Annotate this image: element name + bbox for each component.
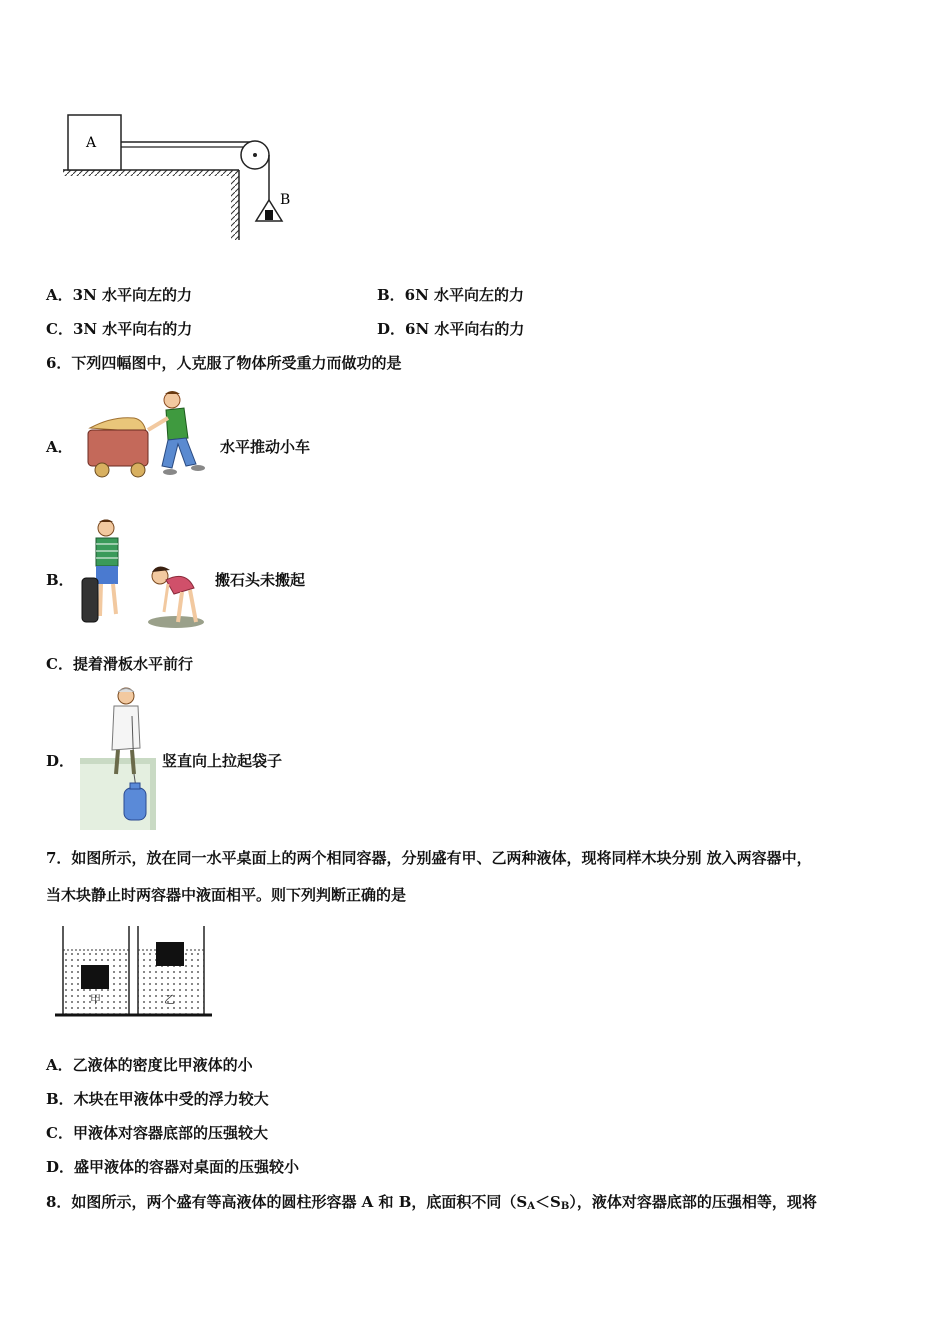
q7-option-c: C．甲液体对容器底部的压强较大 (46, 1124, 268, 1142)
q6-stem: 6．下列四幅图中，人克服了物体所受重力而做功的是 (46, 354, 402, 372)
q8-sub-a: A (527, 1201, 536, 1212)
q6-option-b-caption: 搬石头未搬起 (215, 571, 306, 589)
q6-option-a-caption: 水平推动小车 (220, 438, 311, 456)
q8-sub-b: B (560, 1201, 570, 1212)
q5-option-c: C．3N 水平向右的力 (46, 320, 193, 338)
q8-stem (46, 1192, 817, 1217)
two-containers-diagram (52, 922, 214, 1024)
wood-block-right (156, 942, 184, 966)
q6-option-c: C．提着滑板水平前行 (46, 655, 193, 673)
q7-stem-line2: 当木块静止时两容器中液面相平。则下列判断正确的是 (46, 886, 407, 904)
q6-option-d-caption: 竖直向上拉起袋子 (162, 752, 283, 770)
q8-stem-suffix: ），液体对容器底部的压强相等，现将 (569, 1193, 817, 1211)
q5-option-d: D．6N 水平向右的力 (377, 320, 525, 338)
q6-option-d-letter: D． (46, 752, 75, 770)
container-left-label: 甲 (90, 993, 101, 1006)
q7-option-b: B．木块在甲液体中受的浮力较大 (46, 1090, 269, 1108)
boy-pushing-cart-image (82, 388, 218, 480)
q6-option-b-letter: B． (46, 571, 74, 589)
q7-option-d: D．盛甲液体的容器对桌面的压强较小 (46, 1158, 300, 1176)
wood-block-left (81, 965, 109, 989)
man-pulling-bag-image (80, 686, 160, 832)
boy-and-girl-lifting-stone-image (78, 518, 213, 630)
q5-option-a: A．3N 水平向左的力 (46, 286, 193, 304)
q8-stem-prefix: 8．如图所示，两个盛有等高液体的圆柱形容器 A 和 B，底面积不同（S (46, 1193, 528, 1211)
q5-option-b: B．6N 水平向左的力 (377, 286, 525, 304)
q6-option-a-letter: A． (46, 438, 73, 456)
q7-stem-line1: 7．如图所示，放在同一水平桌面上的两个相同容器，分别盛有甲、乙两种液体，现将同样木块分别 放入两容器中， (46, 849, 812, 867)
pulley-diagram (55, 108, 305, 248)
weight-b-label: B (280, 192, 291, 208)
container-right-label: 乙 (164, 993, 175, 1006)
q8-less-than: ＜S (535, 1193, 561, 1211)
block-a-label: A (86, 135, 97, 151)
q7-option-a: A．乙液体的密度比甲液体的小 (46, 1056, 253, 1074)
